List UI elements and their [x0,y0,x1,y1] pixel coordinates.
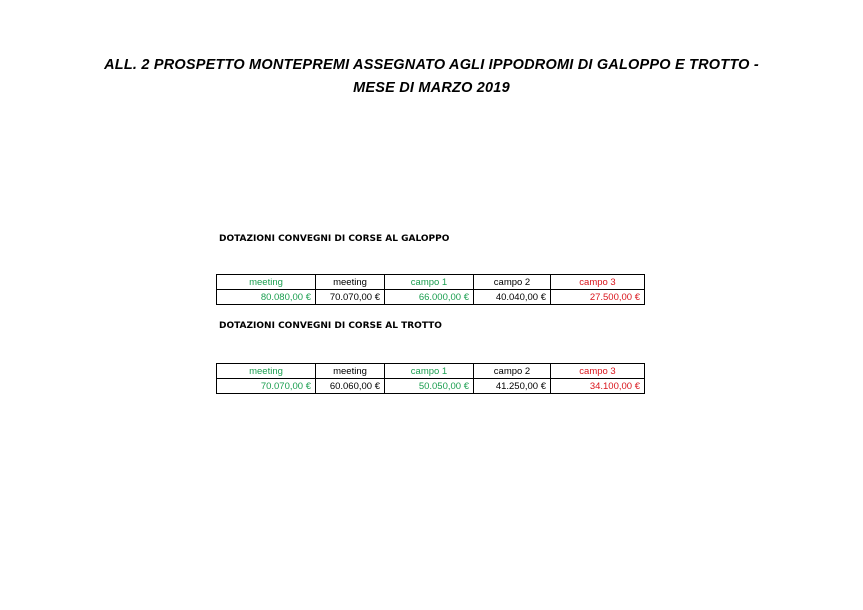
value-cell: 40.040,00 € [474,290,551,305]
value-cell: 41.250,00 € [474,379,551,394]
value-cell: 60.060,00 € [316,379,385,394]
table-header-row [217,364,645,379]
value-cell: 34.100,00 € [551,379,645,394]
header-cell: campo 3 [551,275,645,290]
page-title-line-1: ALL. 2 PROSPETTO MONTEPREMI ASSEGNATO AGLI IPPODROMI DI GALOPPO E TROTTO - [104,57,759,73]
header-cell: meeting [316,364,385,379]
header-cell: campo 2 [474,275,551,290]
value-cell: 70.070,00 € [316,290,385,305]
section-heading-galoppo: DOTAZIONI CONVEGNI DI CORSE AL GALOPPO [219,234,450,244]
page-title [60,54,803,100]
header-cell: meeting [316,275,385,290]
value-cell: 50.050,00 € [385,379,474,394]
value-cell: 66.000,00 € [385,290,474,305]
table-row [217,379,645,394]
prize-table-trotto [216,363,645,394]
page-title-line-2: MESE DI MARZO 2019 [353,80,510,96]
header-cell: campo 1 [385,275,474,290]
value-cell: 80.080,00 € [217,290,316,305]
header-cell: meeting [217,364,316,379]
table-row [217,290,645,305]
value-cell: 70.070,00 € [217,379,316,394]
header-cell: campo 2 [474,364,551,379]
prize-table-galoppo [216,274,645,305]
value-cell: 27.500,00 € [551,290,645,305]
header-cell: meeting [217,275,316,290]
header-cell: campo 3 [551,364,645,379]
header-cell: campo 1 [385,364,474,379]
table-header-row [217,275,645,290]
section-heading-trotto: DOTAZIONI CONVEGNI DI CORSE AL TROTTO [219,321,442,331]
